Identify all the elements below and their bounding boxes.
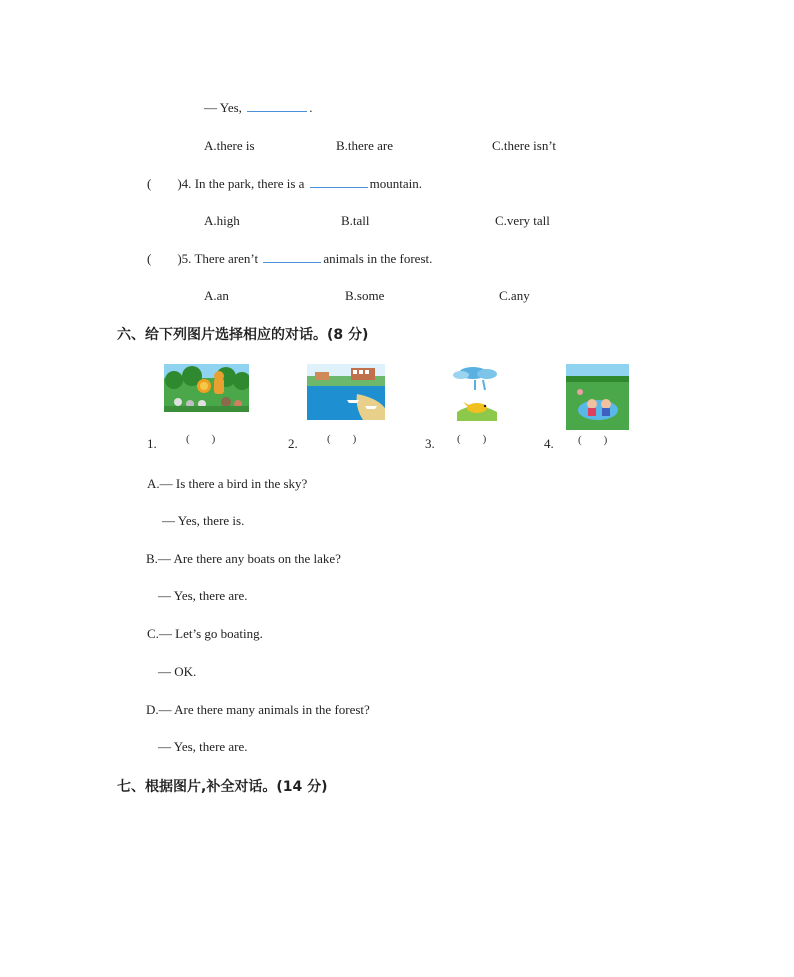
dialog-c-answer: — OK. <box>158 664 197 679</box>
q5-stem-after: animals in the forest. <box>323 251 433 266</box>
boating-picture <box>566 364 629 430</box>
picture-1-number: 1. <box>147 436 157 451</box>
q4-option-b: B.tall <box>341 213 370 228</box>
q5-paren-open: ( <box>147 251 152 266</box>
q4-option-a: A.high <box>204 213 240 228</box>
dialog-c-question: C.— Let’s go boating. <box>147 626 263 641</box>
bird-sky-picture <box>443 364 507 421</box>
q3-answer-suffix: . <box>309 100 313 115</box>
q4-stem-before: In the park, there is a <box>194 176 305 191</box>
picture-2-number: 2. <box>288 436 298 451</box>
dialog-d-answer: — Yes, there are. <box>158 739 248 754</box>
q5-stem-before: There aren’t <box>194 251 259 266</box>
dialog-b-question: B.— Are there any boats on the lake? <box>146 551 341 566</box>
dialog-a-answer: — Yes, there is. <box>162 513 245 528</box>
q4-option-c: C.very tall <box>495 213 550 228</box>
forest-animals-picture <box>164 364 249 412</box>
lake-boats-picture <box>307 364 385 420</box>
picture-1-answer[interactable]: ( ) <box>186 433 216 445</box>
q5-option-a: A.an <box>204 288 229 303</box>
q5-paren-close: )5. <box>177 251 192 266</box>
q5-stem <box>147 251 432 267</box>
q5-option-c: C.any <box>499 288 530 303</box>
q4-stem <box>147 176 422 192</box>
q3-blank[interactable] <box>247 100 307 112</box>
section7-title: 七、根据图片,补全对话。(14 分) <box>117 779 328 795</box>
dialog-d-question: D.— Are there many animals in the forest? <box>146 702 370 717</box>
q3-option-c: C.there isn’t <box>492 138 557 153</box>
dialog-b-answer: — Yes, there are. <box>158 588 248 603</box>
section6-title: 六、给下列图片选择相应的对话。(8 分) <box>117 327 369 343</box>
picture-3-number: 3. <box>425 436 435 451</box>
picture-4-number: 4. <box>544 436 554 451</box>
q4-paren-open: ( <box>147 176 152 191</box>
dialog-a-question: A.— Is there a bird in the sky? <box>147 476 308 491</box>
q5-option-b: B.some <box>345 288 385 303</box>
q4-blank[interactable] <box>310 176 368 188</box>
q3-option-b: B.there are <box>336 138 394 153</box>
q3-option-a: A.there is <box>204 138 255 153</box>
picture-2-answer[interactable]: ( ) <box>327 433 357 445</box>
q4-paren-close: )4. <box>177 176 192 191</box>
q3-answer-line <box>204 100 312 116</box>
picture-3-answer[interactable]: ( ) <box>457 433 487 445</box>
q5-blank[interactable] <box>263 251 321 263</box>
picture-4-answer[interactable]: ( ) <box>578 434 608 446</box>
q4-stem-after: mountain. <box>369 176 423 191</box>
q3-answer-prefix: — Yes, <box>204 100 242 115</box>
